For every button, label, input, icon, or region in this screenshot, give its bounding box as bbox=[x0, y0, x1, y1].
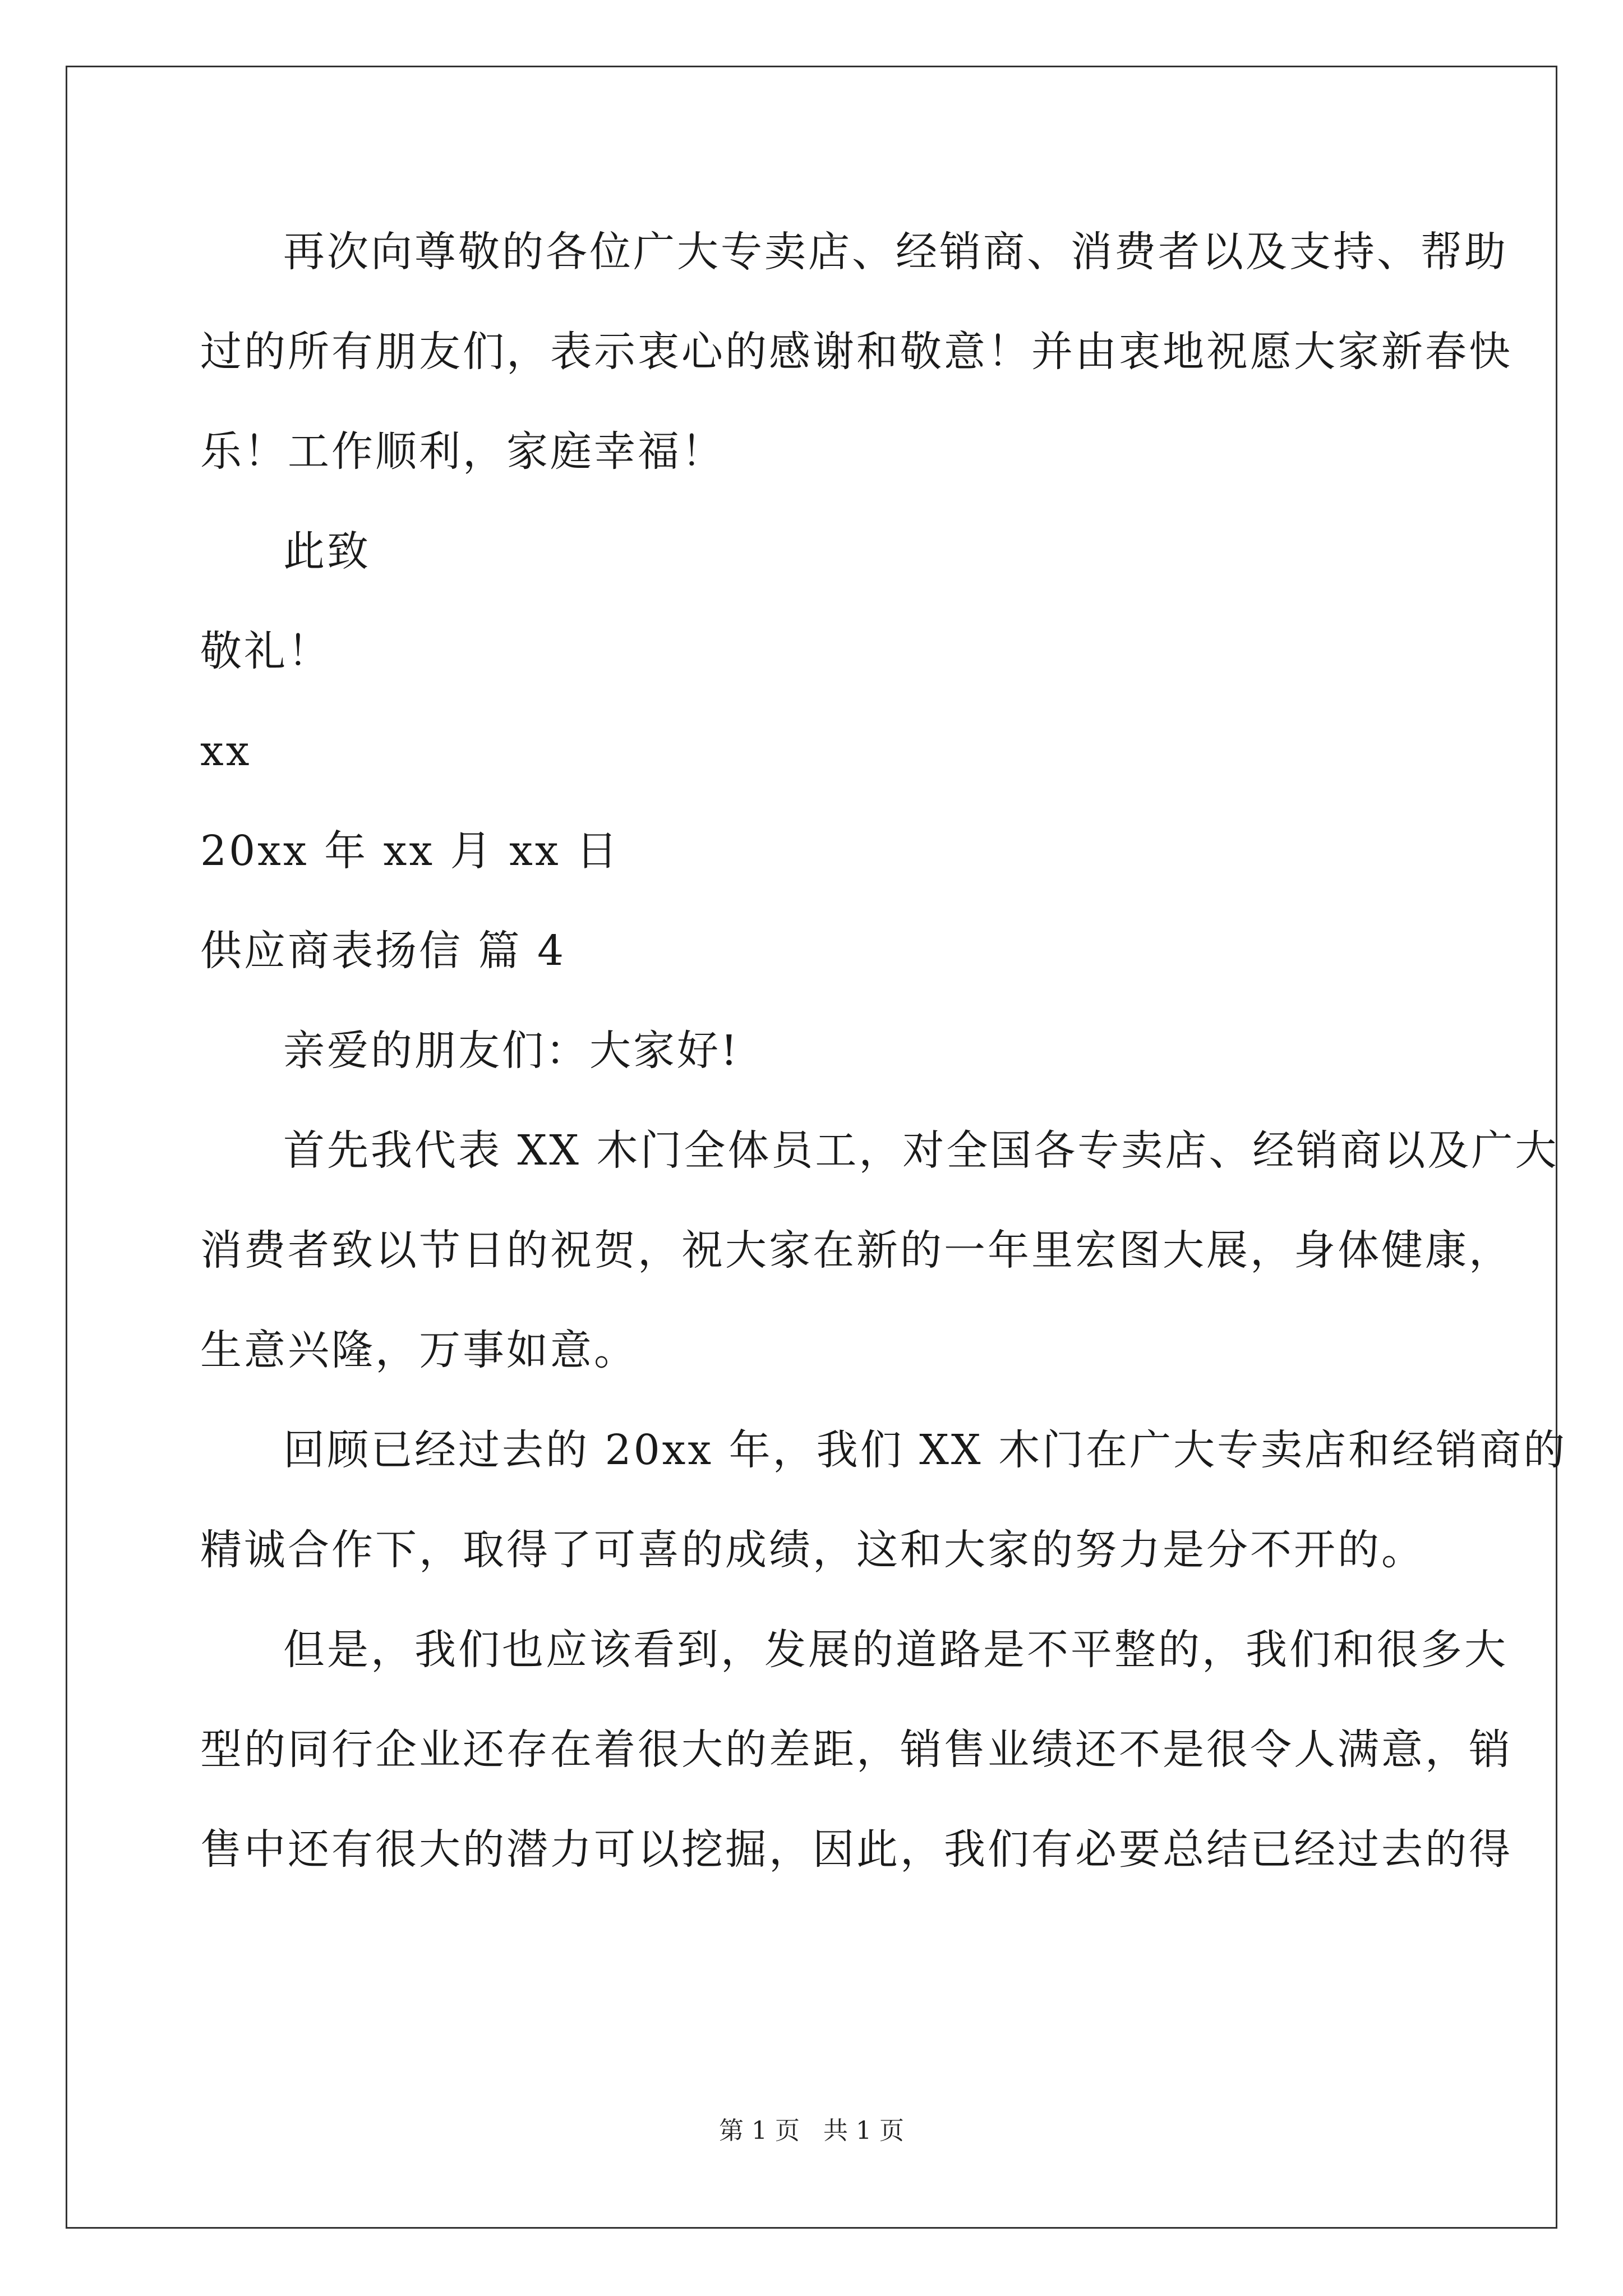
closing-regards: 敬礼！ bbox=[200, 627, 331, 675]
section-heading: 供应商表扬信 篇 4 bbox=[200, 927, 566, 975]
page-number: 第 1 页 bbox=[719, 2116, 800, 2145]
greeting: 亲爱的朋友们：大家好! bbox=[283, 1027, 740, 1075]
date-line: 20xx 年 xx 月 xx 日 bbox=[200, 827, 620, 875]
text-line: 再次向尊敬的各位广大专卖店、经销商、消费者以及支持、帮助 bbox=[283, 228, 1508, 276]
signature: xx bbox=[200, 727, 252, 775]
text-line: 回顾已经过去的 20xx 年，我们 XX 木门在广大专卖店和经销商的 bbox=[283, 1426, 1567, 1474]
text-line: 生意兴隆，万事如意。 bbox=[200, 1326, 638, 1374]
page-footer bbox=[0, 2110, 1623, 2146]
page-total: 共 1 页 bbox=[823, 2116, 904, 2145]
document-body bbox=[200, 202, 1567, 1899]
text-line: 首先我代表 XX 木门全体员工，对全国各专卖店、经销商以及广大 bbox=[283, 1126, 1559, 1175]
text-line: 型的同行企业还存在着很大的差距，销售业绩还不是很令人满意，销 bbox=[200, 1726, 1513, 1774]
text-line: 消费者致以节日的祝贺，祝大家在新的一年里宏图大展，身体健康， bbox=[200, 1226, 1513, 1274]
text-line: 乐！工作顺利，家庭幸福！ bbox=[200, 427, 725, 476]
text-line: 精诚合作下，取得了可喜的成绩，这和大家的努力是分不开的。 bbox=[200, 1526, 1425, 1574]
text-line: 售中还有很大的潜力可以挖掘，因此，我们有必要总结已经过去的得 bbox=[200, 1825, 1513, 1874]
text-line: 过的所有朋友们，表示衷心的感谢和敬意！并由衷地祝愿大家新春快 bbox=[200, 328, 1513, 376]
text-line: 但是，我们也应该看到，发展的道路是不平整的，我们和很多大 bbox=[283, 1626, 1508, 1674]
closing-salutation: 此致 bbox=[283, 527, 371, 576]
